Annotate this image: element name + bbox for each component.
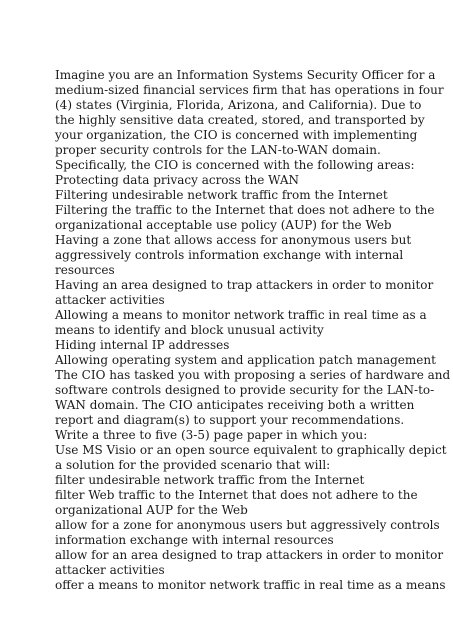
document-line: filter undesirable network traffic from the Internet: [55, 473, 365, 487]
document-line: aggressively controls information exchange with internal: [55, 248, 404, 262]
document-line: offer a means to monitor network traffic in real time as a means: [55, 578, 446, 592]
document-line: information exchange with internal resources: [55, 533, 334, 547]
document-line: (4) states (Virginia, Florida, Arizona, and California). Due to: [55, 98, 422, 112]
document-line: proper security controls for the LAN-to-WAN domain.: [55, 143, 381, 157]
document-line: your organization, the CIO is concerned with implementing: [55, 128, 418, 142]
document-line: Specifically, the CIO is concerned with the following areas:: [55, 158, 415, 172]
document-line: Having a zone that allows access for anonymous users but: [55, 233, 412, 247]
document-line: Allowing operating system and application patch management: [55, 353, 436, 367]
document-line: filter Web traffic to the Internet that does not adhere to the: [55, 488, 418, 502]
document-line: Filtering undesirable network traffic from the Internet: [55, 188, 388, 202]
document-body: [55, 68, 451, 593]
document-line: medium-sized financial services firm that has operations in four: [55, 83, 444, 97]
document-line: organizational acceptable use policy (AUP) for the Web: [55, 218, 392, 232]
document-line: the highly sensitive data created, stored, and transported by: [55, 113, 425, 127]
document-line: Allowing a means to monitor network traffic in real time as a: [55, 308, 427, 322]
document-line: allow for a zone for anonymous users but aggressively controls: [55, 518, 440, 532]
document-line: Use MS Visio or an open source equivalent to graphically depict: [55, 443, 447, 457]
document-line: WAN domain. The CIO anticipates receiving both a written: [55, 398, 415, 412]
document-line: software controls designed to provide security for the LAN-to-: [55, 383, 435, 397]
document-line: Filtering the traffic to the Internet that does not adhere to the: [55, 203, 435, 217]
document-line: means to identify and block unusual activity: [55, 323, 324, 337]
document-line: Write a three to five (3-5) page paper in which you:: [55, 428, 368, 442]
document-line: organizational AUP for the Web: [55, 503, 248, 517]
document-line: The CIO has tasked you with proposing a series of hardware and: [55, 368, 451, 382]
document-line: Having an area designed to trap attackers in order to monitor: [55, 278, 434, 292]
document-line: attacker activities: [55, 293, 165, 307]
document-line: a solution for the provided scenario that will:: [55, 458, 331, 472]
document-line: Protecting data privacy across the WAN: [55, 173, 300, 187]
document-line: report and diagram(s) to support your recommendations.: [55, 413, 405, 427]
document-line: allow for an area designed to trap attackers in order to monitor: [55, 548, 444, 562]
document-line: resources: [55, 263, 115, 277]
document-line: Imagine you are an Information Systems Security Officer for a: [55, 68, 436, 82]
document-line: attacker activities: [55, 563, 165, 577]
document-line: Hiding internal IP addresses: [55, 338, 230, 352]
